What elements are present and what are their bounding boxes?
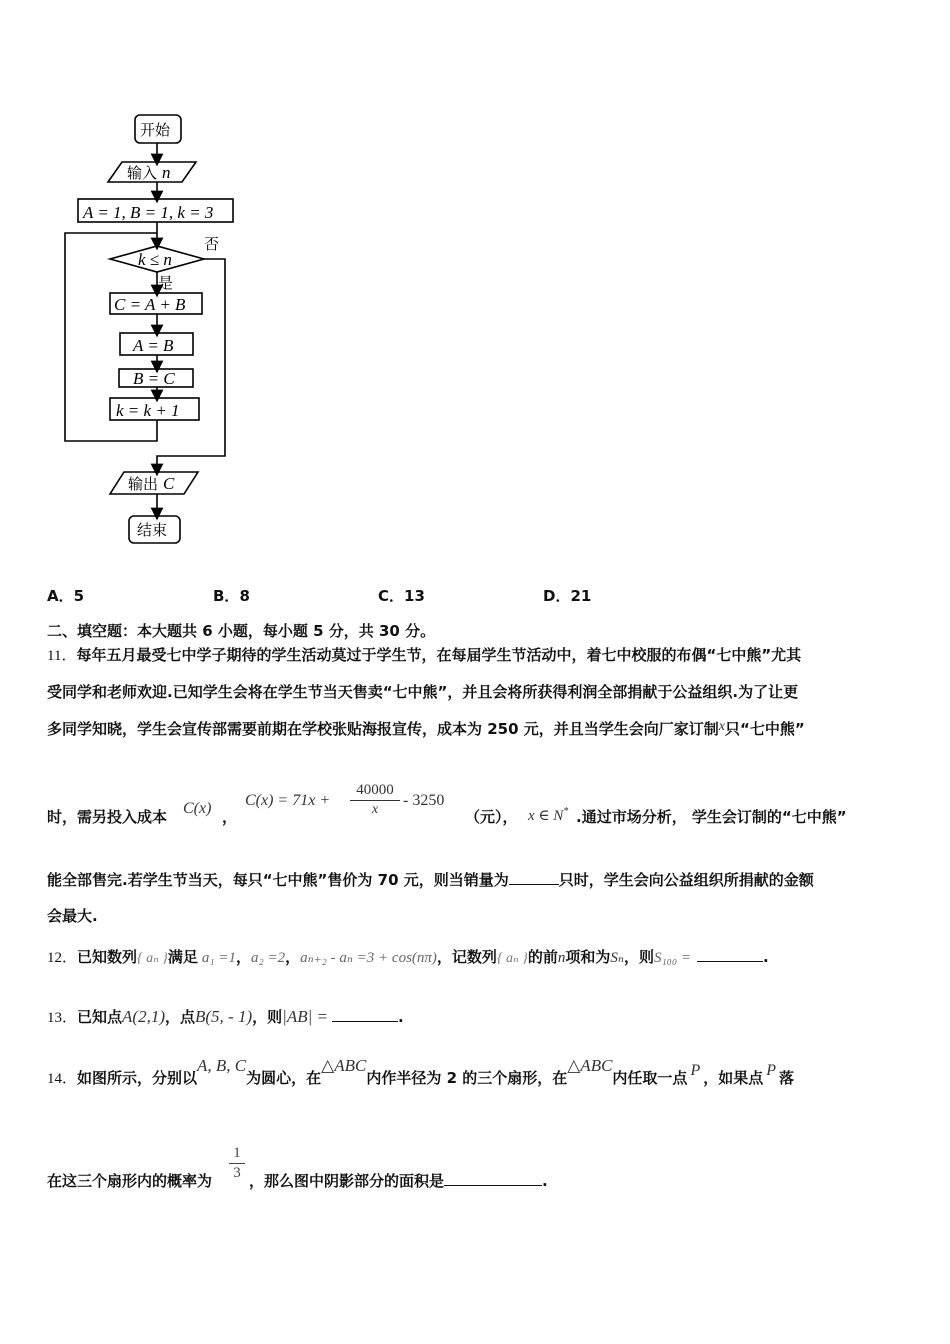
choice-b-value: 8 xyxy=(239,587,250,605)
q14-line1 xyxy=(47,1056,795,1088)
q14-line2: 在这三个扇形内的概率为 xyxy=(47,1172,213,1190)
q11-comma: ， xyxy=(222,808,238,826)
q12-c1: ， xyxy=(236,948,252,966)
step2-label: A = B xyxy=(133,336,174,355)
q14-answer-blank[interactable] xyxy=(444,1171,542,1186)
q14-t4: 内任取一点 xyxy=(612,1069,688,1087)
q13-line xyxy=(47,1006,404,1027)
choice-b xyxy=(213,585,250,606)
q12-a2: a₂ =2 xyxy=(251,950,286,966)
q12-c2: ， xyxy=(285,948,301,966)
q12-seq2: { aₙ } xyxy=(496,951,528,966)
q14-tri1: △ABC xyxy=(321,1056,367,1075)
step1-label: C = A + B xyxy=(114,295,186,314)
q11-var-x: x xyxy=(718,719,725,734)
q12-line xyxy=(47,946,769,967)
q11-line4: 时，需另投入成本 xyxy=(47,808,168,826)
q11-answer-blank[interactable] xyxy=(509,870,559,885)
q11-line2: 受同学和老师欢迎.已知学生会将在学生节当天售卖“七中熊”，并且会将所获得利润全部捐献于公益组织.为了让更 xyxy=(47,683,799,701)
q12-s100: S₁₀₀ = xyxy=(653,950,691,966)
q14-t1: 如图所示，分别以 xyxy=(77,1069,198,1087)
q11-line5 xyxy=(47,869,814,890)
q11-line3-b: 只“七中熊” xyxy=(724,720,805,738)
q12-n: n xyxy=(557,950,566,966)
q11-frac-bar xyxy=(350,800,400,801)
q12-t4: 的前 xyxy=(527,948,558,966)
q11-line6: 会最大. xyxy=(47,907,98,925)
q12-t3: ，记数列 xyxy=(436,948,497,966)
step3-label: B = C xyxy=(133,369,175,388)
choice-d-letter: D． xyxy=(543,587,571,605)
q14-t2: 为圆心，在 xyxy=(246,1069,322,1087)
choice-c xyxy=(378,585,425,606)
q11-formula-lhs: C(x) = 71x + xyxy=(245,792,331,809)
q12-t1: 已知数列 xyxy=(77,948,138,966)
q14-p2: P xyxy=(766,1062,777,1079)
q12-answer-blank[interactable] xyxy=(697,947,763,962)
q11-line3-a: 多同学知晓，学生会宣传部需要前期在学校张贴海报宣传，成本为 250 元，并且当学生会向厂家订制 xyxy=(47,720,719,738)
q12-a1: a₁ =1 xyxy=(201,950,237,966)
choice-a xyxy=(47,585,84,606)
q14-number: 14． xyxy=(47,1071,78,1087)
q11-unit: （元）， xyxy=(465,808,518,826)
q13-point-b: B(5, - 1) xyxy=(195,1007,253,1026)
q11-formula-rhs: - 3250 xyxy=(403,792,445,809)
start-label: 开始 xyxy=(140,121,171,139)
no-label: 否 xyxy=(204,235,220,253)
q13-t1: 已知点 xyxy=(77,1008,123,1026)
choice-b-letter: B． xyxy=(213,587,240,605)
init-label: A = 1, B = 1, k = 3 xyxy=(83,203,214,222)
choice-d-value: 21 xyxy=(570,587,592,605)
condition-label: k ≤ n xyxy=(138,250,172,269)
output-var: C xyxy=(163,474,175,493)
q13-point-a: A(2,1) xyxy=(122,1007,165,1026)
q14-end: . xyxy=(542,1172,548,1190)
q11-line5-a: 能全部售完.若学生节当天，每只“七中熊”售价为 70 元，则当销量为 xyxy=(47,871,509,889)
q13-t2: ，点 xyxy=(165,1008,196,1026)
q14-fraction xyxy=(229,1145,245,1182)
q14-abc: A, B, C xyxy=(197,1056,247,1075)
q12-rec: aₙ₊₂ - aₙ =3 + cos(nπ) xyxy=(300,950,437,966)
q12-t2: 满足 xyxy=(167,948,198,966)
q11-line1 xyxy=(47,644,801,665)
end-label: 结束 xyxy=(137,521,168,539)
q14-t5: ，如果点 xyxy=(703,1069,764,1087)
q11-cx: C(x) xyxy=(183,800,212,817)
choice-c-letter: C． xyxy=(378,587,405,605)
q11-line5-b: 只时，学生会向公益组织所捐献的金额 xyxy=(558,871,814,889)
section-title: 二、填空题：本大题共 6 小题，每小题 5 分，共 30 分。 xyxy=(47,622,436,640)
q12-end: . xyxy=(762,948,769,966)
q11-frac-den: x xyxy=(371,802,379,817)
q11-frac-num: 40000 xyxy=(356,782,394,798)
q13-t3: ，则 xyxy=(252,1008,283,1026)
q14-tri2: △ABC xyxy=(567,1056,613,1075)
q14-line2-rest xyxy=(249,1170,548,1191)
choice-a-value: 5 xyxy=(73,587,85,605)
q14-frac-bar xyxy=(229,1163,245,1164)
q14-t3: 内作半径为 2 的三个扇形，在 xyxy=(366,1069,568,1087)
q11-line3 xyxy=(47,718,805,739)
q14-frac-den: 3 xyxy=(233,1165,241,1181)
choice-a-letter: A． xyxy=(47,587,74,605)
q11-line4-b: .通过市场分析， 学生会订制的“七中熊” xyxy=(576,808,847,826)
q13-answer-blank[interactable] xyxy=(332,1007,398,1022)
q11-domain xyxy=(528,806,568,825)
flowchart xyxy=(0,0,320,560)
input-label: 输入 xyxy=(127,164,158,182)
input-var: n xyxy=(162,163,171,182)
q14-line2-b: ，那么图中阴影部分的面积是 xyxy=(249,1172,445,1190)
q12-seq: { aₙ } xyxy=(137,951,168,966)
step4-label: k = k + 1 xyxy=(116,401,180,420)
choice-c-value: 13 xyxy=(404,587,425,605)
q13-end: . xyxy=(398,1008,404,1026)
q14-frac-num: 1 xyxy=(233,1145,241,1161)
q13-number: 13． xyxy=(47,1010,78,1026)
choice-d xyxy=(543,585,591,606)
q11-domain-text: x ∈ N xyxy=(528,808,564,824)
q12-t6: ，则 xyxy=(623,948,654,966)
output-label: 输出 xyxy=(128,475,159,493)
q14-p1: P xyxy=(690,1062,701,1079)
q13-ab: |AB| = xyxy=(282,1007,328,1026)
q11-number: 11． xyxy=(47,648,77,664)
q11-domain-sup: * xyxy=(563,806,569,817)
q12-t5: 项和为 xyxy=(565,948,611,966)
q12-number: 12． xyxy=(47,950,78,966)
yes-label: 是 xyxy=(158,274,174,292)
q11-fraction xyxy=(350,782,400,818)
q14-t6: 落 xyxy=(779,1069,795,1087)
q12-sn: Sₙ xyxy=(610,950,624,966)
q11-text-1: 每年五月最受七中学子期待的学生活动莫过于学生节，在每届学生节活动中，着七中校服的布偶“七中熊”尤其 xyxy=(76,646,802,664)
